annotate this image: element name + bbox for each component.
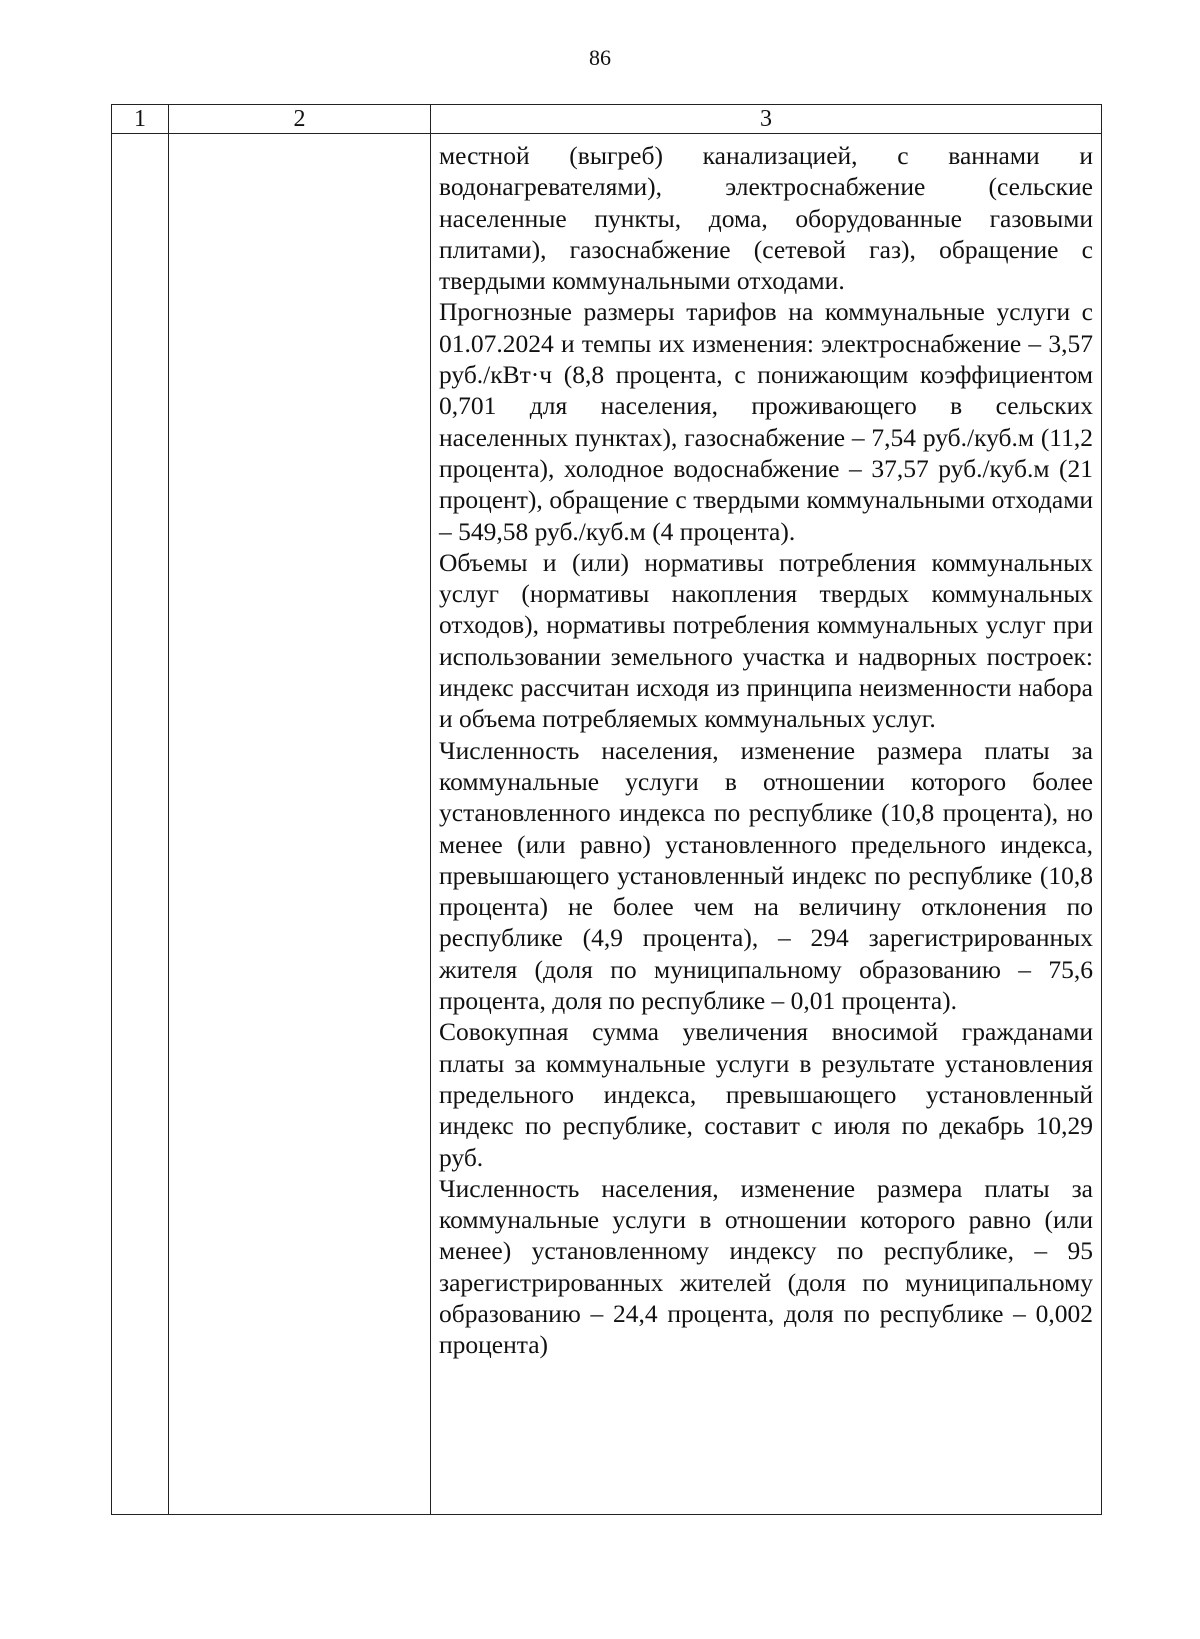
cell-text-block xyxy=(431,134,1101,1361)
row-cell-2 xyxy=(169,134,431,1515)
column-header-3: 3 xyxy=(431,105,1102,134)
row-cell-3 xyxy=(431,134,1102,1515)
paragraph-4: Численность населения, изменение размера платы за коммунальные услуги в отношении которого более установленного индекса по республике (10,8 процента), но менее (или равно) установленного предельного индекса, превышающего установленный индекс по республике (10,8 процента) не более чем на величину отклонения по республике (4,9 процента), – 294 зарегистрированных жителя (доля по муниципальному образованию – 75,6 процента, доля по республике – 0,01 процента). xyxy=(439,735,1093,1016)
row-cell-1 xyxy=(112,134,169,1515)
paragraph-3: Объемы и (или) нормативы потребления коммунальных услуг (нормативы накопления твердых коммунальных отходов), нормативы потребления коммунальных услуг при использовании земельного участка и надворных построек: индекс рассчитан исходя из принципа неизменности набора и объема потребляемых коммунальных услуг. xyxy=(439,547,1093,734)
table-row xyxy=(112,134,1102,1515)
paragraph-5: Совокупная сумма увеличения вносимой гражданами платы за коммунальные услуги в результате установления предельного индекса, превышающего установленный индекс по республике, составит с июля по декабрь 10,29 руб. xyxy=(439,1017,1093,1172)
document-table xyxy=(111,104,1102,1515)
paragraph-2: Прогнозные размеры тарифов на коммунальные услуги с 01.07.2024 и темпы их изменения: электроснабжение – 3,57 руб./кВт·ч (8,8 процента, с понижающим коэффициентом 0,701 для населения, проживающего в сельских населенных пунктах), газоснабжение – 7,54 руб./куб.м (11,2 процента), холодное водоснабжение – 37,57 руб./куб.м (21 процент), обращение с твердыми коммунальными отходами – 549,58 руб./куб.м (4 процента). xyxy=(439,297,1093,546)
page-number: 86 xyxy=(589,45,611,70)
paragraph-6: Численность населения, изменение размера платы за коммунальные услуги в отношении которого равно (или менее) установленному индексу по республике, – 95 зарегистрированных жителей (доля по муниципальному образованию – 24,4 процента, доля по республике – 0,002 процента) xyxy=(439,1173,1093,1360)
column-header-2: 2 xyxy=(169,105,431,134)
paragraph-1: местной (выгреб) канализацией, с ваннами и водонагревателями), электроснабжение (сельские населенные пункты, дома, оборудованные газовыми плитами), газоснабжение (сетевой газ), обращение с твердыми коммунальными отходами. xyxy=(439,141,1093,296)
table-header-row xyxy=(112,105,1102,134)
column-header-1: 1 xyxy=(112,105,169,134)
